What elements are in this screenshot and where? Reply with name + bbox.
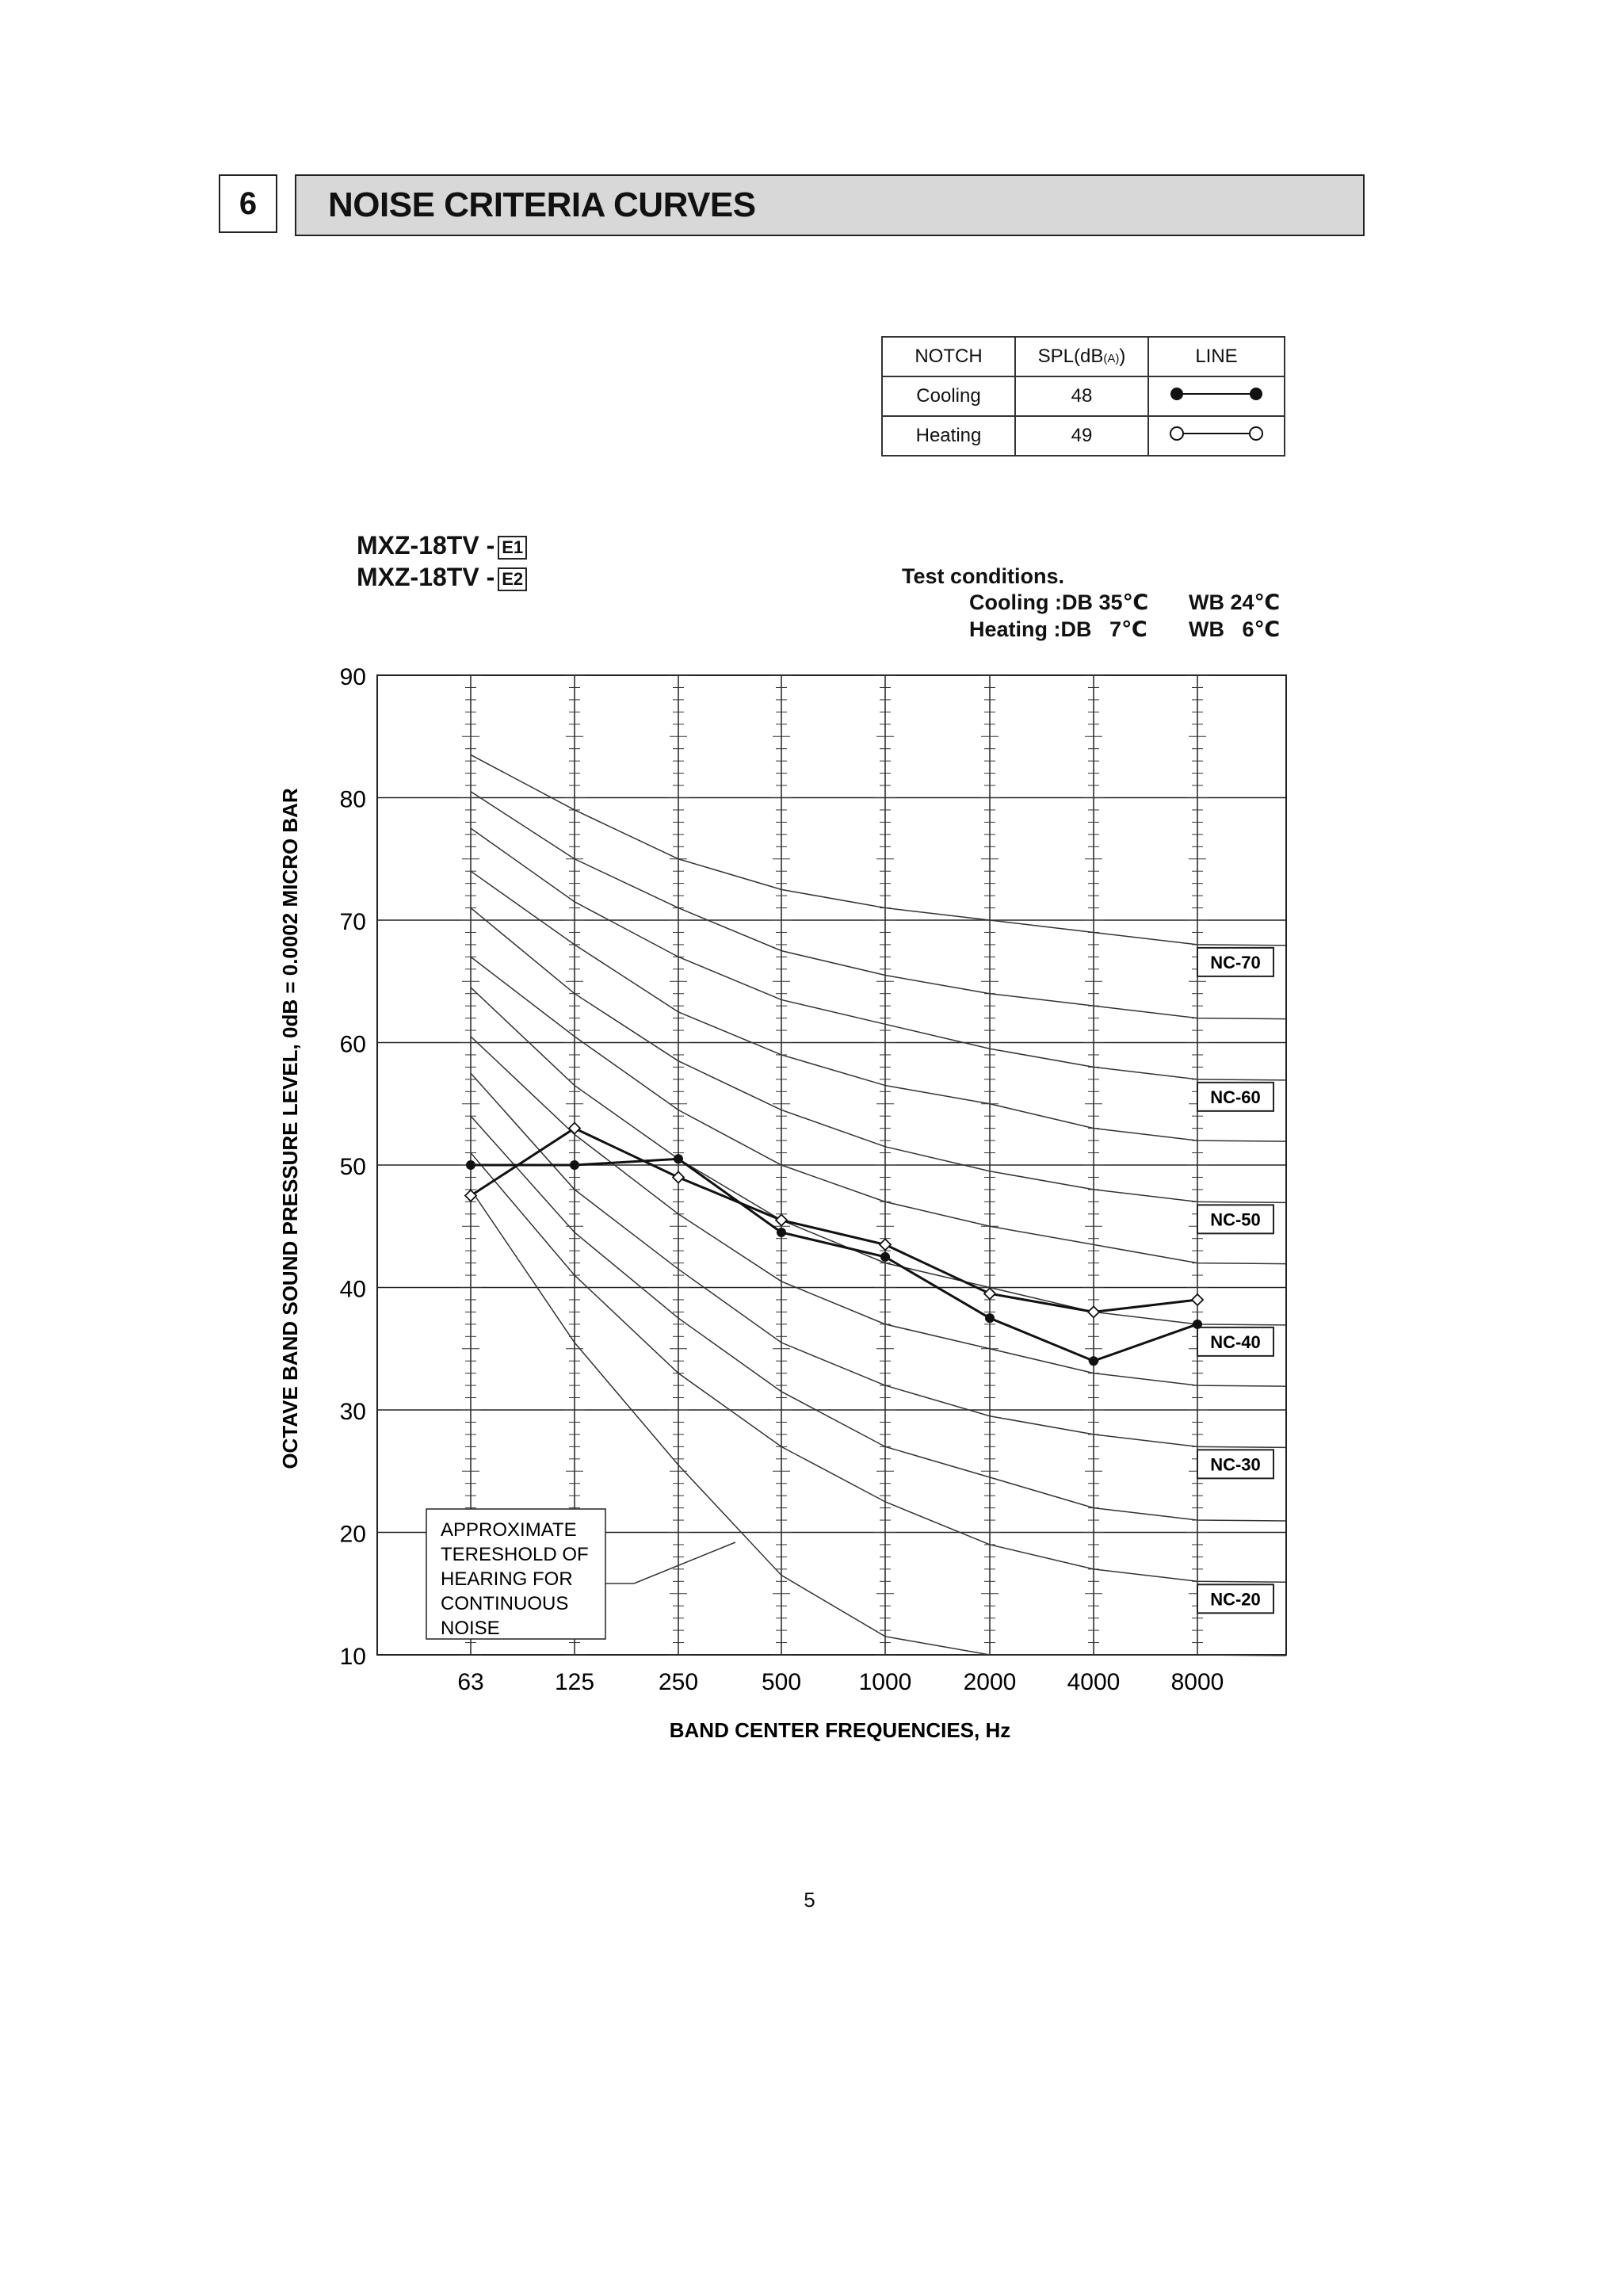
cooling-data-point xyxy=(674,1154,683,1163)
x-tick-label: 8000 xyxy=(1170,1669,1224,1695)
y-axis-title: OCTAVE BAND SOUND PRESSURE LEVEL, 0dB = 0.0002 MICRO BAR xyxy=(278,788,302,1469)
annotation-pointer xyxy=(605,1542,735,1584)
model-name: MXZ-18TV - xyxy=(357,563,495,591)
cooling-data-point xyxy=(1193,1320,1202,1329)
annotation-line: CONTINUOUS xyxy=(441,1593,569,1614)
cooling-data-point xyxy=(570,1160,579,1170)
cooling-data-point xyxy=(1089,1356,1098,1366)
nc-curve-label: NC-50 xyxy=(1210,1209,1261,1230)
legend-header-spl-close: ) xyxy=(1119,346,1126,367)
y-tick-label: 10 xyxy=(339,1644,366,1670)
cooling-data-point xyxy=(985,1313,995,1323)
cooling-condition-wb: WB 24℃ xyxy=(1189,590,1281,614)
y-tick-label: 90 xyxy=(339,664,366,690)
nc-curve-line xyxy=(471,792,1286,1019)
y-tick-label: 50 xyxy=(339,1154,366,1180)
nc-curve-label: NC-70 xyxy=(1210,952,1261,972)
y-tick-label: 40 xyxy=(339,1276,366,1303)
x-tick-label: 125 xyxy=(554,1669,595,1695)
legend-spl-cooling: 48 xyxy=(1015,376,1148,416)
heating-data-point xyxy=(984,1288,995,1299)
annotation-line: HEARING FOR xyxy=(441,1568,573,1590)
model-suffix: E2 xyxy=(498,567,527,591)
x-tick-label: 4000 xyxy=(1067,1669,1121,1695)
nc-curve-line xyxy=(471,1116,1286,1521)
nc-curve-label: NC-20 xyxy=(1210,1589,1261,1610)
heating-data-point xyxy=(1088,1306,1099,1317)
legend-spl-heating: 49 xyxy=(1015,416,1148,456)
legend-header-spl-sub: (A) xyxy=(1103,352,1120,365)
legend-header-spl-text: SPL(dB xyxy=(1037,346,1104,367)
heating-condition-wb: WB 6℃ xyxy=(1189,617,1281,641)
legend-notch-heating: Heating xyxy=(882,416,1015,456)
x-tick-label: 500 xyxy=(761,1669,802,1695)
legend-header-notch: NOTCH xyxy=(882,337,1015,376)
nc-curve-line xyxy=(471,908,1286,1203)
legend-notch-cooling: Cooling xyxy=(882,376,1015,416)
section-number: 6 xyxy=(219,174,277,233)
y-tick-label: 20 xyxy=(339,1521,366,1548)
x-tick-label: 250 xyxy=(658,1669,699,1695)
heating-data-point xyxy=(1192,1294,1203,1305)
annotation-line: NOISE xyxy=(441,1618,500,1639)
nc-curve-label: NC-40 xyxy=(1210,1331,1261,1352)
x-tick-label: 63 xyxy=(457,1669,484,1695)
heating-data-point xyxy=(776,1215,787,1226)
nc-curve-label: NC-30 xyxy=(1210,1454,1261,1475)
page-number: 5 xyxy=(804,1888,815,1912)
series-line-heating xyxy=(471,1129,1197,1312)
nc-curve-line xyxy=(471,988,1286,1325)
y-tick-label: 30 xyxy=(339,1399,366,1425)
test-conditions-title: Test conditions. xyxy=(902,564,1065,588)
y-tick-label: 80 xyxy=(339,786,366,813)
section-title: NOISE CRITERIA CURVES xyxy=(328,185,756,224)
legend-header-line: LINE xyxy=(1148,337,1285,376)
model-name: MXZ-18TV - xyxy=(357,531,495,560)
nc-curve-line xyxy=(471,957,1286,1263)
cooling-data-point xyxy=(777,1228,786,1237)
cooling-condition-db: Cooling :DB 35℃ xyxy=(969,590,1149,614)
x-tick-label: 1000 xyxy=(858,1669,912,1695)
model-suffix: E1 xyxy=(498,536,527,560)
x-axis-title: BAND CENTER FREQUENCIES, Hz xyxy=(669,1718,1011,1742)
cooling-data-point xyxy=(466,1160,475,1170)
y-tick-label: 70 xyxy=(339,909,366,935)
nc-curve-line xyxy=(471,1037,1286,1386)
y-tick-label: 60 xyxy=(339,1031,366,1058)
heating-data-point xyxy=(673,1171,684,1182)
annotation-line: TERESHOLD OF xyxy=(441,1544,589,1565)
heating-data-point xyxy=(880,1239,891,1250)
nc-curve-line xyxy=(471,755,1286,945)
nc-curve-label: NC-60 xyxy=(1210,1087,1261,1107)
x-tick-label: 2000 xyxy=(963,1669,1017,1695)
cooling-data-point xyxy=(880,1252,890,1262)
heating-condition-db: Heating :DB 7℃ xyxy=(969,617,1147,641)
annotation-line: APPROXIMATE xyxy=(441,1519,577,1541)
